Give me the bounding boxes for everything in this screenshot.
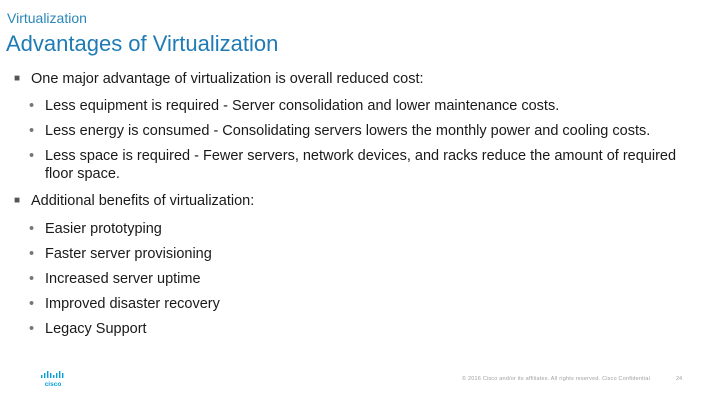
sub-bullet-item xyxy=(14,220,704,238)
page-title: Advantages of Virtualization xyxy=(6,31,279,56)
sub-bullet-text: Easier prototyping xyxy=(45,221,162,237)
sub-bullet-item xyxy=(14,320,704,338)
dot-bullet-icon: • xyxy=(29,148,35,164)
bullet-item xyxy=(14,70,704,88)
dot-bullet-icon: • xyxy=(29,246,35,262)
square-bullet-icon: ■ xyxy=(14,73,21,84)
cisco-logo-text: cisco xyxy=(44,381,62,387)
sub-bullet-item xyxy=(14,295,704,313)
sub-bullet-text: Legacy Support xyxy=(45,321,147,337)
sub-bullet-text: Less space is required - Fewer servers, network devices, and racks reduce the amount of required floor space. xyxy=(45,148,677,182)
sub-bullet-text: Improved disaster recovery xyxy=(45,296,220,312)
dot-bullet-icon: • xyxy=(29,221,35,237)
square-bullet-icon: ■ xyxy=(14,195,21,206)
section-label: Virtualization xyxy=(7,10,87,26)
dot-bullet-icon: • xyxy=(29,271,35,287)
bullet-text: Additional benefits of virtualization: xyxy=(31,193,255,209)
sub-bullet-item xyxy=(14,97,704,115)
sub-bullet-item xyxy=(14,147,704,183)
page-number: 24 xyxy=(676,376,683,382)
bullet-item xyxy=(14,192,704,210)
sub-bullet-text: Faster server provisioning xyxy=(45,246,212,262)
dot-bullet-icon: • xyxy=(29,296,35,312)
sub-bullet-item xyxy=(14,245,704,263)
sub-bullet-text: Less equipment is required - Server consolidation and lower maintenance costs. xyxy=(45,98,560,114)
dot-bullet-icon: • xyxy=(29,123,35,139)
footer-copyright: © 2016 Cisco and/or its affiliates. All rights reserved. Cisco Confidential xyxy=(462,376,651,382)
sub-bullet-item xyxy=(14,122,704,140)
sub-bullet-item xyxy=(14,270,704,288)
sub-bullet-text: Less energy is consumed - Consolidating servers lowers the monthly power and cooling costs. xyxy=(45,123,651,139)
sub-bullet-text: Increased server uptime xyxy=(45,271,201,287)
bullet-text: One major advantage of virtualization is overall reduced cost: xyxy=(31,71,424,87)
dot-bullet-icon: • xyxy=(29,321,35,337)
cisco-logo xyxy=(40,371,66,387)
dot-bullet-icon: • xyxy=(29,98,35,114)
bullet-list xyxy=(14,70,704,345)
